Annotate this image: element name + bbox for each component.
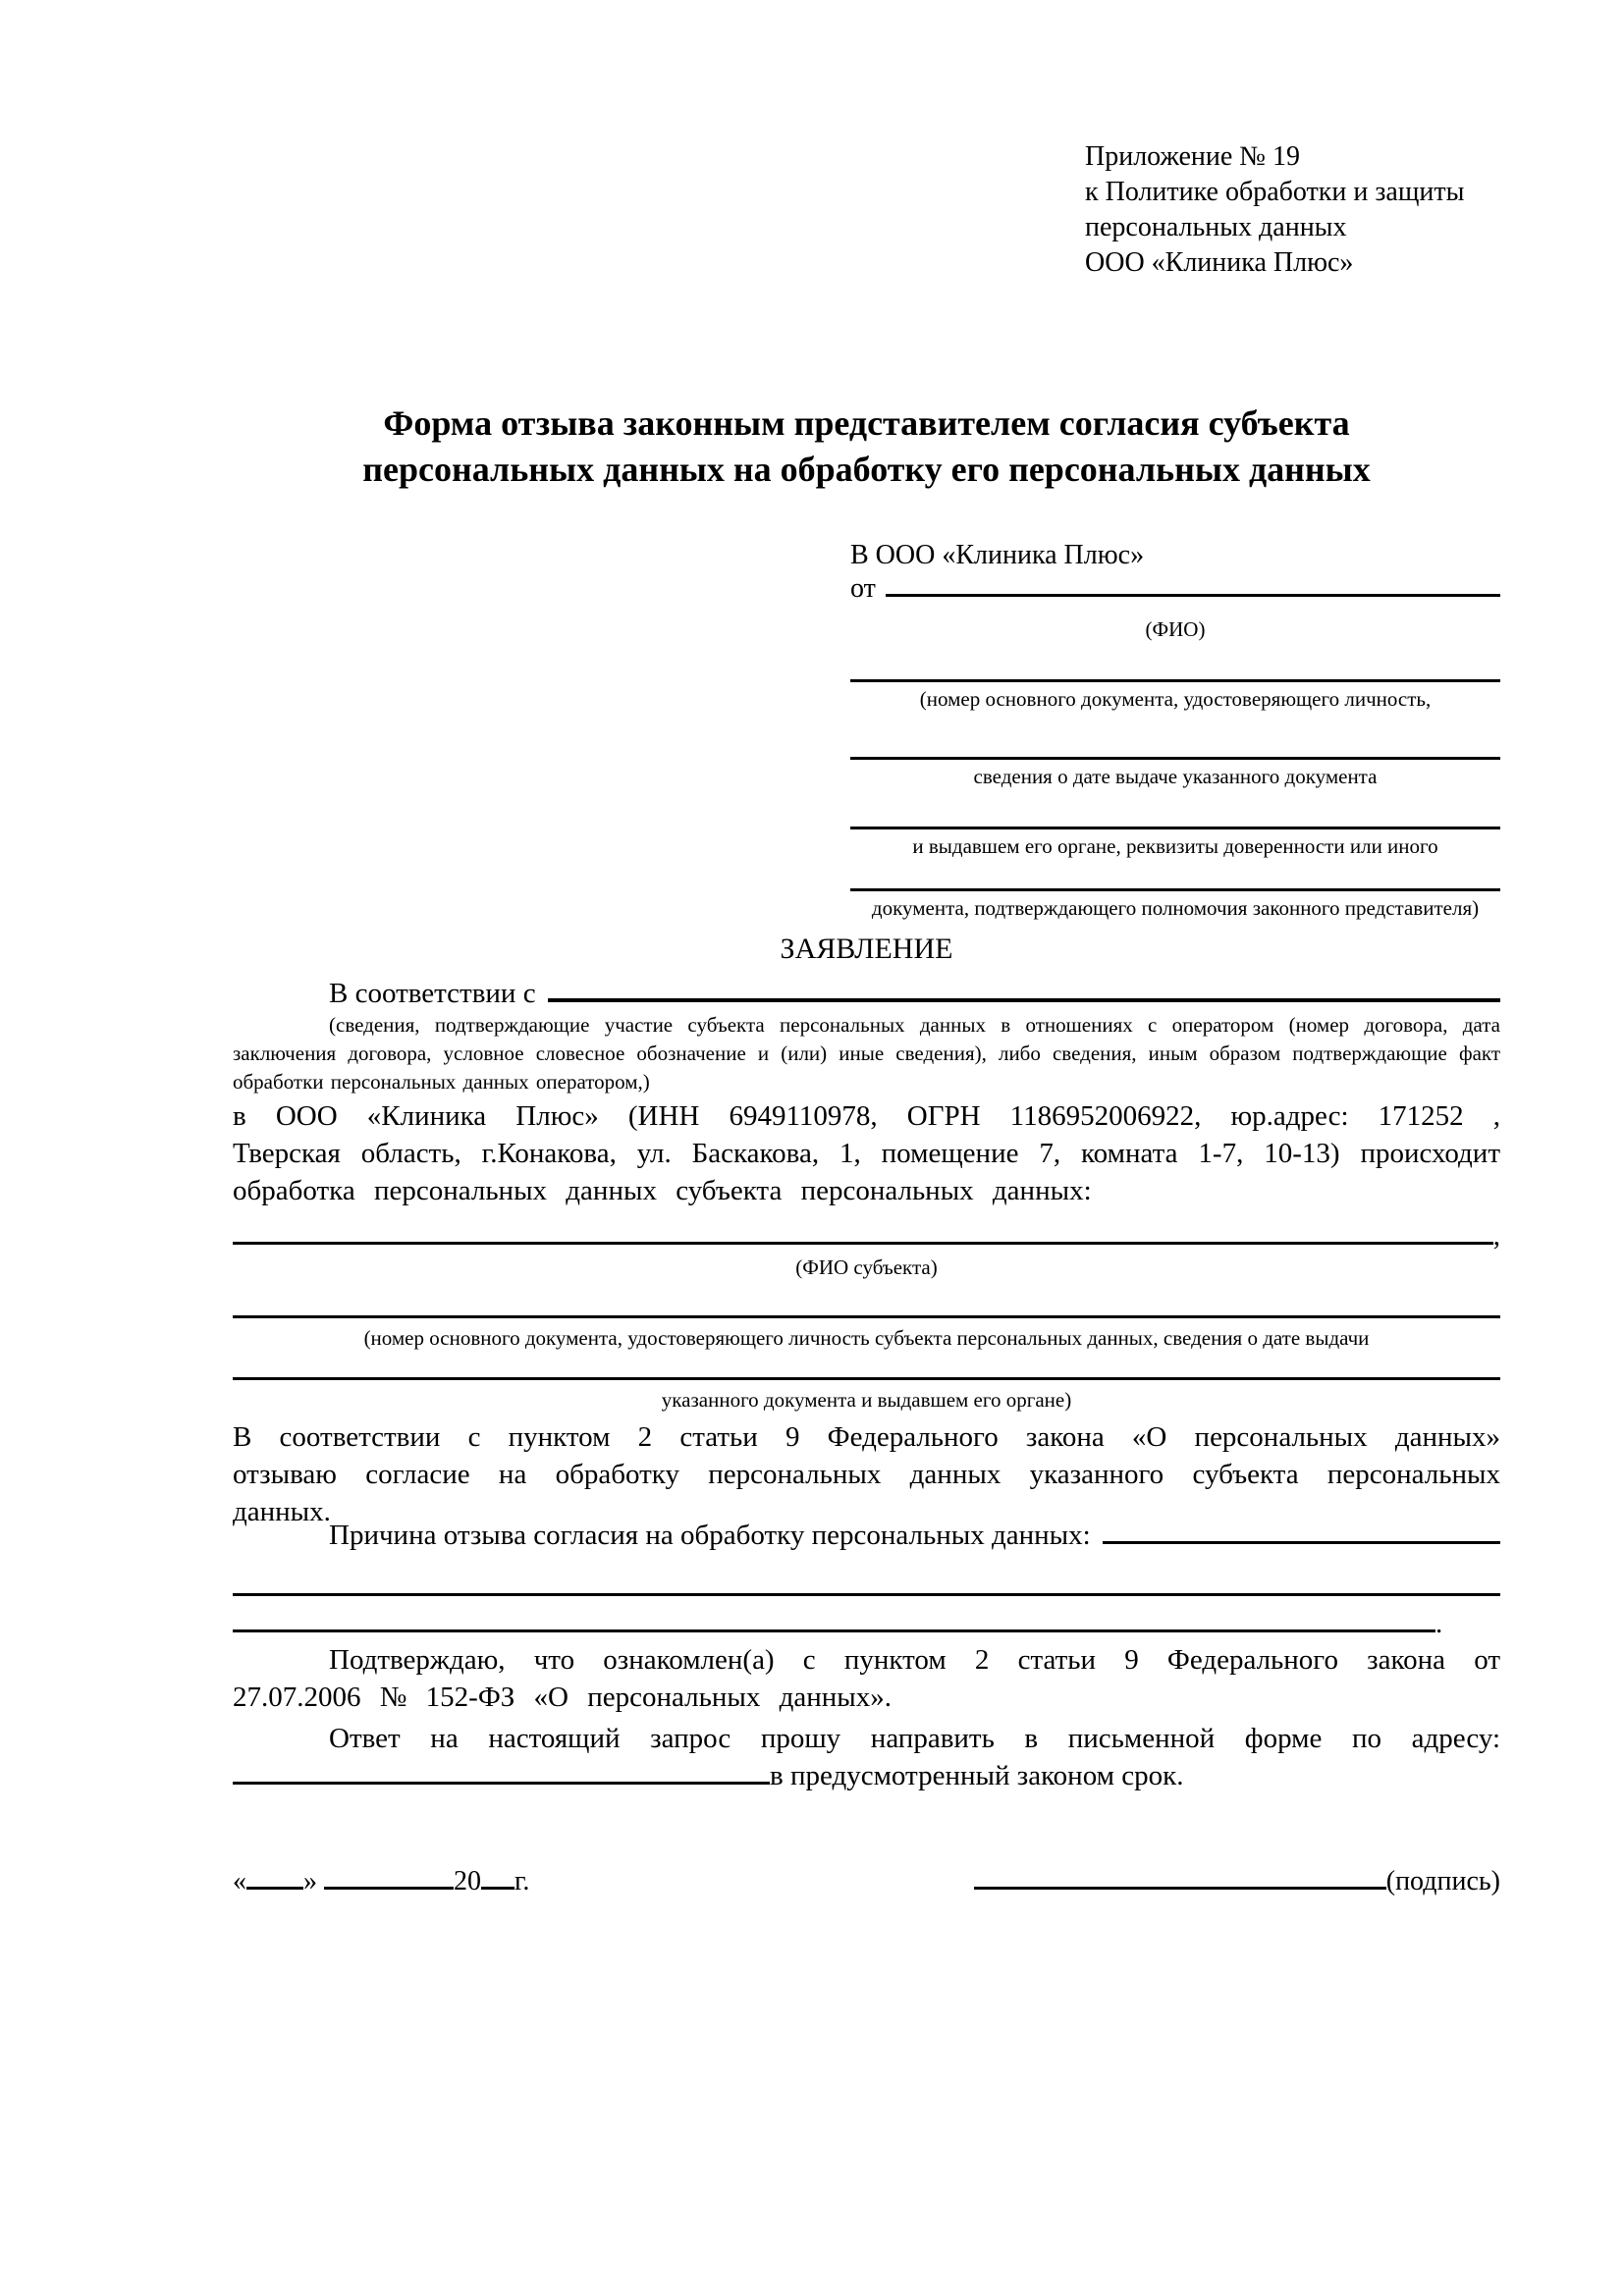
reason-row	[233, 1517, 1500, 1551]
basis-caption: (сведения, подтверждающие участие субъекта персональных данных в отношениях с оператором (номер договора, дата заключения договора, условное словесное обозначение и (или) иные сведения), либо сведения, иным образом подтверждающие факт обработки персональных данных оператором,)	[233, 1013, 1500, 1094]
header-line-4: ООО «Клиника Плюс»	[1085, 247, 1354, 278]
reason-extra-fill-line-2	[233, 1629, 1435, 1632]
operator-paragraph: в ООО «Клиника Плюс» (ИНН 6949110978, ОГРН 1186952006922, юр.адрес: 171252 , Тверская область, г.Конакова, ул. Баскакова, 1, помещение 7, комната 1-7, 10-13) происходит обработка персональных данных субъекта персональных данных:	[233, 1100, 1500, 1206]
document-title-line-2: персональных данных на обработку его персональных данных	[362, 450, 1371, 489]
date-field	[233, 1863, 529, 1900]
caption-subject-doc-1: (номер основного документа, удостоверяющего личность субъекта персональных данных, сведения о дате выдачи	[363, 1326, 1370, 1350]
representative-doc-fill-line-4	[850, 857, 1500, 891]
appendix-header	[1085, 139, 1527, 281]
header-line-2: к Политике обработки и защиты	[1085, 177, 1465, 207]
accordance-row	[233, 975, 1500, 1009]
accordance-label: В соответствии с	[329, 978, 536, 1009]
reason-label: Причина отзыва согласия на обработку персональных данных:	[329, 1520, 1091, 1551]
date-month-fill	[324, 1887, 454, 1890]
caption-representative-fio: (ФИО)	[1145, 617, 1206, 641]
header-line-3: персональных данных	[1085, 212, 1347, 242]
reply-address-row	[233, 1757, 1500, 1791]
signature-caption: (подпись)	[1385, 1866, 1500, 1896]
trailing-period: .	[1435, 1608, 1443, 1639]
from-label: от	[850, 573, 876, 604]
caption-representative-doc-1: (номер основного документа, удостоверяющего личность,	[919, 687, 1432, 711]
signature-row	[233, 1863, 1500, 1900]
addressee-from-row	[850, 573, 1500, 613]
subject-fio-trailing-comma: ,	[1492, 1220, 1500, 1252]
subject-fio-fill-row	[233, 1217, 1500, 1252]
withdrawal-paragraph: В соответствии с пунктом 2 статьи 9 Федерального закона «О персональных данных» отзываю согласие на обработку персональных данных указанного субъекта персональных данных.	[233, 1421, 1500, 1527]
reply-deadline-text: в предусмотренный законом срок.	[770, 1760, 1184, 1791]
representative-doc-fill-line-1	[850, 640, 1500, 682]
reason-fill-line	[1103, 1541, 1500, 1544]
caption-representative-doc-2: сведения о дате выдаче указанного документа	[973, 765, 1378, 788]
reason-extra-fill-line-1	[233, 1593, 1500, 1596]
reply-address-fill-line	[233, 1782, 770, 1785]
year-prefix: 20	[454, 1866, 481, 1896]
header-line-1: Приложение № 19	[1085, 141, 1300, 172]
caption-subject-fio: (ФИО субъекта)	[795, 1255, 938, 1279]
subject-doc-fill-line-1	[233, 1315, 1500, 1318]
date-day-fill	[246, 1887, 303, 1890]
addressee-to: В ООО «Клиника Плюс»	[850, 540, 1145, 570]
date-year-fill	[481, 1887, 514, 1890]
date-open-quote: «	[233, 1866, 246, 1896]
acknowledgement-paragraph: Подтверждаю, что ознакомлен(а) с пунктом 2 статьи 9 Федерального закона от 27.07.2006 № 152-ФЗ «О персональных данных».	[233, 1644, 1500, 1713]
basis-fill-line	[548, 998, 1500, 1002]
date-close-quote: »	[303, 1866, 317, 1896]
caption-representative-doc-4: документа, подтверждающего полномочия законного представителя)	[871, 896, 1480, 920]
addressee-block	[850, 538, 1500, 919]
subject-doc-fill-line-2	[233, 1377, 1500, 1380]
subject-fio-fill-line	[233, 1242, 1493, 1245]
reply-request-line: Ответ на настоящий запрос прошу направить в письменной форме по адресу:	[329, 1723, 1500, 1754]
reason-extra-fill-row-2	[233, 1605, 1500, 1639]
document-title	[233, 400, 1500, 493]
signature-fill-line	[974, 1887, 1386, 1890]
representative-fio-fill-line	[886, 594, 1500, 597]
caption-subject-doc-2: указанного документа и выдавшем его органе)	[661, 1388, 1072, 1412]
representative-doc-fill-line-2	[850, 710, 1500, 760]
statement-heading: ЗАЯВЛЕНИЕ	[780, 933, 953, 965]
signature-field	[974, 1863, 1500, 1900]
document-title-line-1: Форма отзыва законным представителем согласия субъекта	[383, 403, 1350, 443]
caption-representative-doc-3: и выдавшем его органе, реквизиты доверенности или иного	[912, 834, 1438, 858]
representative-doc-fill-line-3	[850, 787, 1500, 829]
year-suffix: г.	[514, 1866, 530, 1896]
